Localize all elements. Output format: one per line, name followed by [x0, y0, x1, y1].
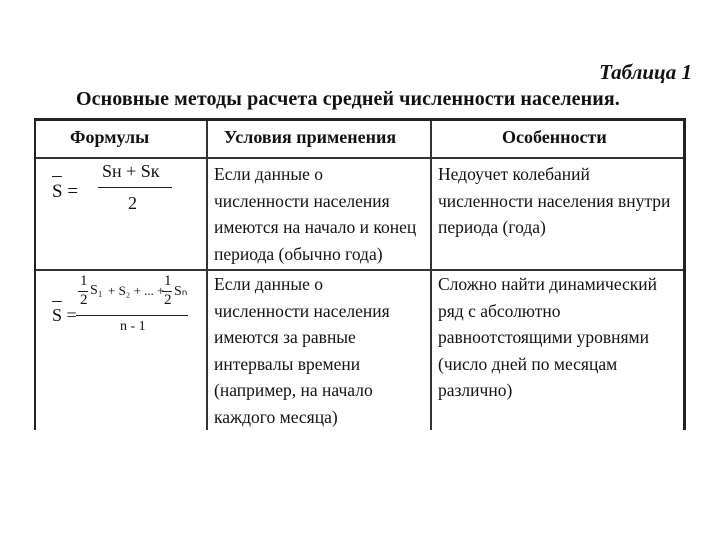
header-conditions: Условия применения [224, 127, 397, 147]
header-features: Особенности [502, 127, 607, 147]
term-sn: Sₙ [174, 284, 188, 299]
formula-lhs: S = [52, 181, 79, 202]
fraction-bar [98, 187, 172, 188]
formula-numerator: Sн + Sк [102, 161, 160, 181]
conditions-cell: Если данные о численности населения имеются за равные интервалы времени (например, на начало каждого месяца) [214, 274, 390, 427]
header-divider [36, 157, 683, 159]
middle-terms: + S₂ + ... + [108, 283, 165, 298]
formula-denominator: n - 1 [120, 319, 146, 334]
formula-lhs: S = [52, 305, 77, 325]
half-numerator: 1 [80, 273, 88, 289]
table-title: Основные методы расчета средней численности населения. [76, 88, 620, 110]
overline [52, 301, 62, 302]
features-cell: Сложно найти динамический ряд с абсолютно равноотстоящими уровнями (число дней по месяцам различно) [438, 274, 658, 400]
formula-denominator: 2 [128, 193, 137, 213]
half-denominator: 2 [164, 292, 172, 308]
methods-table [34, 118, 686, 430]
half-numerator: 1 [164, 273, 172, 289]
features-cell: Недоучет колебаний численности населения внутри периода (года) [438, 164, 671, 237]
header-formulas: Формулы [70, 127, 150, 147]
term-s1: S₁ [90, 283, 103, 298]
table-caption: Таблица 1 [599, 60, 692, 84]
column-divider [430, 121, 432, 430]
half-denominator: 2 [80, 292, 88, 308]
overline [52, 176, 62, 177]
conditions-cell: Если данные о численности населения имеются на начало и конец периода (обычно года) [214, 164, 417, 264]
fraction-bar [76, 315, 188, 316]
column-divider [206, 121, 208, 430]
